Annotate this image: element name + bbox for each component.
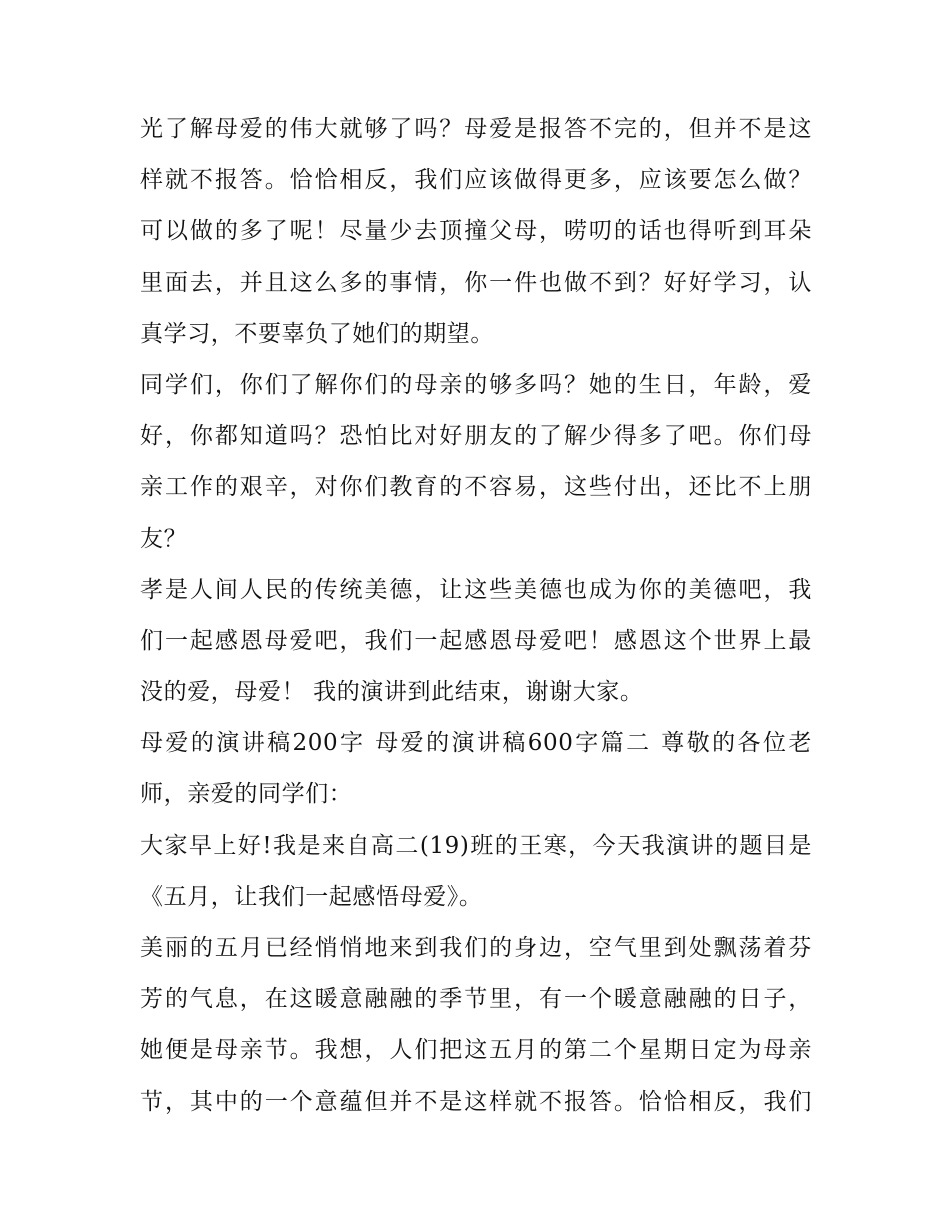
text-line: 亲工作的艰辛，对你们教育的不容易，这些付出，还比不上朋 [140,474,812,501]
text-line: 没的爱，母爱！ 我的演讲到此结束，谢谢大家。 [140,679,644,706]
document-body-text [140,104,812,1128]
text-line: 里面去，并且这么多的事情，你一件也做不到？好好学习，认 [140,269,812,296]
text-line: 芳的气息，在这暖意融融的季节里，有一个暖意融融的日子， [140,986,812,1013]
text-line: 大家早上好!我是来自高二(19)班的王寒，今天我演讲的题目是 [140,832,812,859]
text-line: 母爱的演讲稿200字 母爱的演讲稿600字篇二 尊敬的各位老 [140,730,812,757]
text-line: 她便是母亲节。我想，人们把这五月的第二个星期日定为母亲 [140,1037,812,1064]
text-line: 友？ [140,525,188,552]
text-line: 真学习，不要辜负了她们的期望。 [140,320,494,347]
text-line: 美丽的五月已经悄悄地来到我们的身边，空气里到处飘荡着芬 [140,935,812,961]
text-line: 师，亲爱的同学们： [140,781,353,808]
text-line: 样就不报答。恰恰相反，我们应该做得更多，应该要怎么做？ [140,167,812,194]
text-line: 节，其中的一个意蕴但并不是这样就不报答。恰恰相反，我们 [140,1088,812,1115]
text-line: 同学们，你们了解你们的母亲的够多吗？她的生日，年龄，爱 [140,371,812,398]
text-line: 《五月，让我们一起感悟母爱》。 [140,883,483,910]
text-line: 光了解母爱的伟大就够了吗？母爱是报答不完的，但并不是这 [140,116,812,142]
text-line: 们一起感恩母爱吧，我们一起感恩母爱吧！感恩这个世界上最 [140,627,812,654]
text-line: 好，你都知道吗？恐怕比对好朋友的了解少得多了吧。你们母 [140,423,812,450]
text-line: 可以做的多了呢！尽量少去顶撞父母，唠叨的话也得听到耳朵 [140,218,812,245]
text-line: 孝是人间人民的传统美德，让这些美德也成为你的美德吧，我 [140,576,812,603]
